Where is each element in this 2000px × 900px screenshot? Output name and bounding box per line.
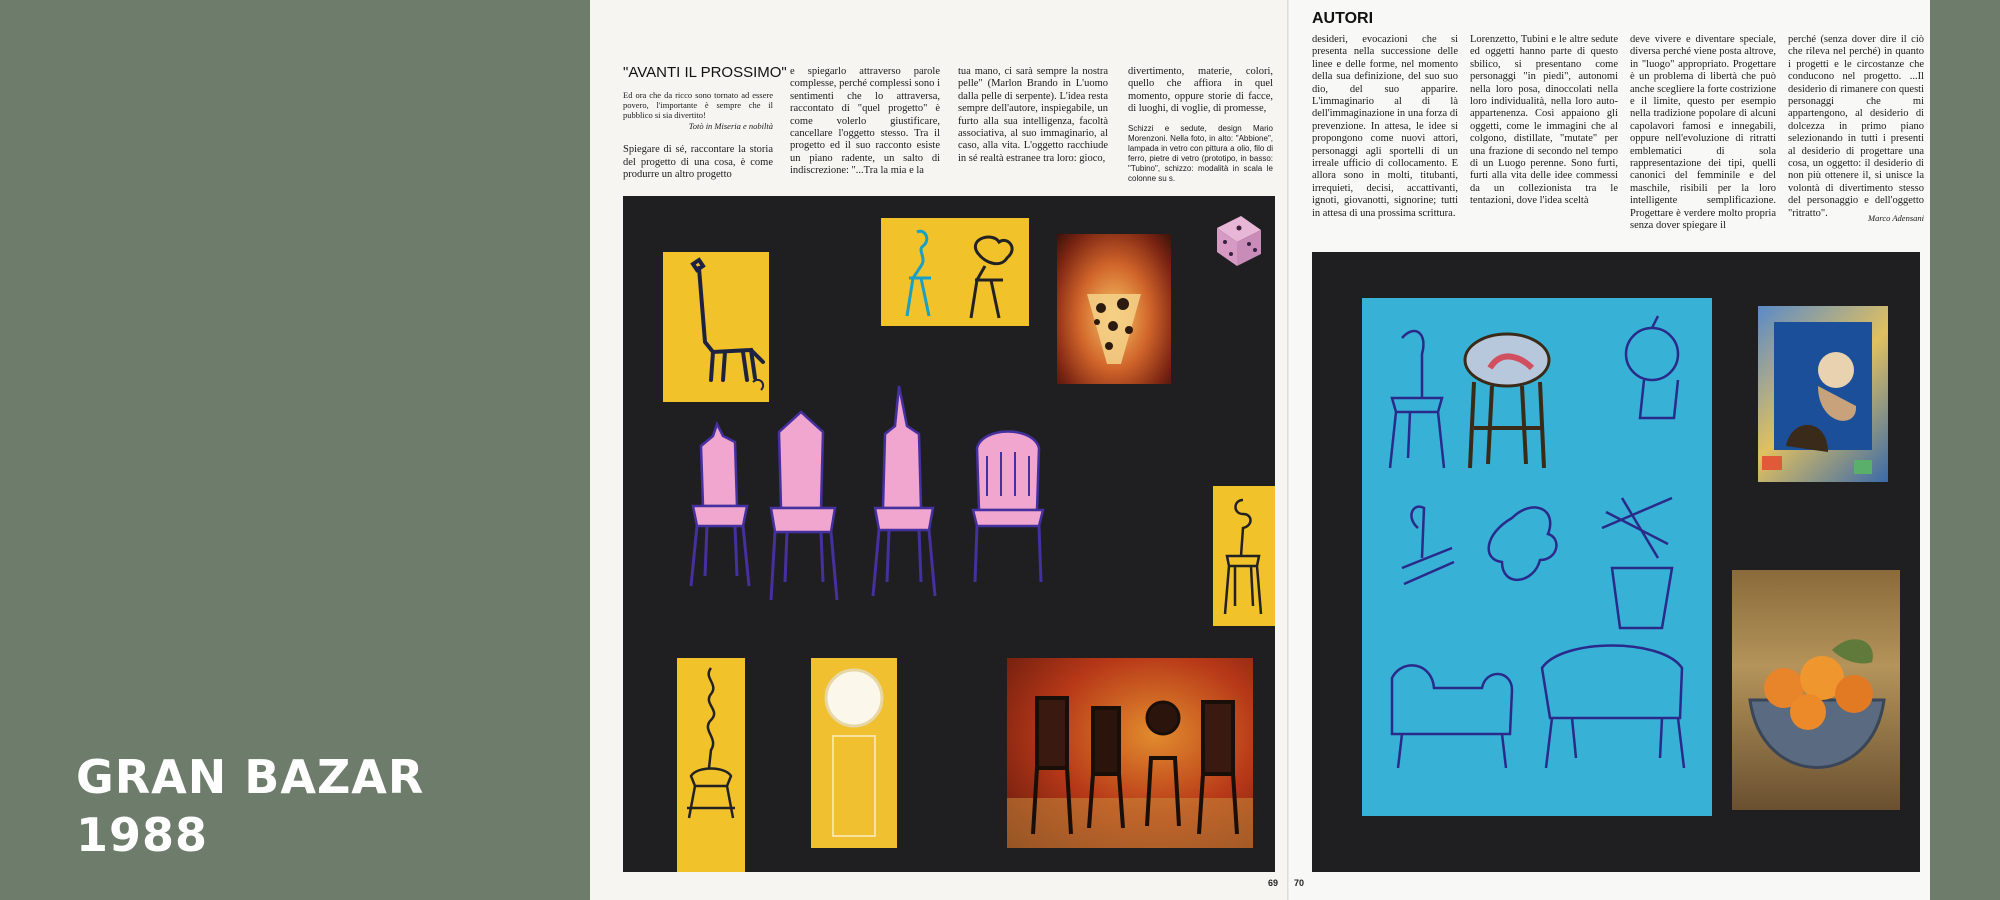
sketches-collage-icon [1362, 298, 1712, 816]
right-col-1: desideri, evocazioni che si presenta nella successione delle linee e delle forme, nel momento della sua definizione, del suo suo dio, del suo apparire. L'immaginario al di là dell'immaginazione in una forza di prevenzione. In attesa, le idee si propongono come nuovi attori, personaggi agli sportelli di un irreale ufficio di collocamento. E allora sono in molti, titubanti, irrequieti, decisi, accattivanti, ignoti, giovanotti, signorine; tutti in attesa di una prossima scrittura. [1312, 34, 1458, 219]
right-col-2: Lorenzetto, Tubini e le altre sedute ed oggetti hanno parte di questo sbilico, si presentano come personaggi "in piedi", autonomi nella loro posa, dinoccolati nella loro individualità, nella loro auto-appartenenza. Così appaiono gli oggetti, come le immagini che al colgono, distillate, "mutate" per una frazione di secondo nel tempo di un Luogo perenne. Sono furti, furti alla vita delle idee commessi da un collezionista tra le tentazioni, dove l'idea sceltà [1470, 34, 1618, 207]
left-col-4-text: divertimento, materie, colori, quello che affiora in quel momento, oppure storie di facce, di luoghi, di voglie, di promesse, [1128, 66, 1273, 115]
page-number-right: 70 [1294, 878, 1305, 888]
author-signature: Marco Adensani [1868, 213, 1924, 223]
chairs-group-photo [1007, 658, 1253, 848]
fruit-bowl-icon [1732, 570, 1900, 810]
page-number-left: 69 [1267, 878, 1278, 888]
dice-object [1207, 210, 1267, 270]
title-line-1: GRAN BAZAR [76, 750, 425, 804]
left-col-4 [1128, 66, 1273, 190]
tall-chair-sketch-icon [677, 658, 745, 872]
chair-sketch-tile-bottom [677, 658, 745, 872]
dice-icon [1207, 210, 1267, 270]
right-page-heading: AUTORI [1312, 10, 1374, 27]
round-mirror-icon [811, 658, 897, 848]
chair-sketch-tile-right [1213, 486, 1275, 626]
photo-caption: Schizzi e sedute, design Mario Morenzoni. Nella foto, in alto: "Abbione", lampada in vetro con pittura a olio, filo di ferro, pietre di vetro (prototipo, in basso: "Tubino", schizzo: modalità in scala le colonne su s. [1128, 123, 1273, 183]
pink-chairs-row-icon [683, 386, 1063, 606]
chair-group-icon [1007, 658, 1253, 848]
lamp-photo [1057, 234, 1171, 384]
blue-sketches-board [1362, 298, 1712, 816]
right-col-4 [1788, 34, 1924, 234]
left-page-heading: "AVANTI IL PROSSIMO" [623, 64, 787, 81]
giraffe-sketch-tile [663, 252, 769, 402]
epigraph-source: Totò in Miseria e nobiltà [688, 121, 773, 131]
left-col-1 [623, 90, 773, 190]
fruit-basket-photo [1732, 570, 1900, 810]
right-photo-panel [1312, 252, 1920, 872]
epigraph: Ed ora che da ricco sono tornato ad essere povero, l'importante è sempre che il pubblico si sia divertito! [623, 90, 773, 120]
mosaic-frame-icon [1758, 306, 1888, 482]
giraffe-sketch-icon [663, 252, 769, 402]
cover-title [76, 748, 424, 864]
left-col-2: e spiegarlo attraverso parole complesse, perché complessi sono i sentimenti che lo attraversa, raccontato di "quel progetto" è come volerlo giustificare, cancellare l'oggetto stesso. Tra il progetto ed il suo racconto esiste un piano radente, un salto di indiscrezione: "...Tra la mia e la [790, 66, 940, 177]
left-page [590, 0, 1290, 900]
right-col-3: deve vivere e diventare speciale, diversa perché viene posta altrove, in "luogo" appropriato. Progettare è un problema di libertà che può anche scegliere la forte costrizione e il limite, questo per esempio nella tradizione popolare di alcuni capolavori famosi e innegabili, oppure nell'evoluzione di ritratti emblematici di sola rappresentazione dei tipi, quelli canonici del femminile e del maschile, risibili per la loro intelligente semplificazione. Progettare è verdere molto propria senza dover spiegare il [1630, 34, 1776, 232]
right-col-4-text: perché (senza dover dire il ciò che rileva nel perché) in quanto i progetti e le circostanze che conducono nel progetto. ...Il desiderio di rimanere con questi personaggi che mi appartengono, al desiderio di dolcezza in primo piano selezionando in tutti i presenti al desiderio di progettare una cosa, un oggetto: il desiderio di non più ottenere il, si unisce la volontà di divertimento stesso del personaggio e dell'oggetto "ritratto". [1788, 34, 1924, 219]
spotted-lamp-icon [1057, 234, 1171, 384]
twin-chairs-sketch-icon [881, 218, 1029, 326]
glass-screen-object [811, 658, 897, 848]
ornate-chair-sketch-icon [1213, 486, 1275, 626]
left-photo-panel [623, 196, 1275, 872]
right-page [1290, 0, 1930, 900]
magazine-spread [590, 0, 1930, 900]
left-col-3: tua mano, ci sarà sempre la nostra pelle" (Marlon Brando in L'uomo dalla pelle di serpente). L'idea resta sempre dell'autore, inspiegabile, un furto alla sua intelligenza, facoltà associativa, al suo immaginario, al caso, alla vita. L'oggetto racchiude in sé realtà estranee tra loro: gioco, [958, 66, 1108, 164]
left-col-1-text: Spiegare di sé, raccontare la storia del progetto di una cosa, è come produrre un altro progetto [623, 144, 773, 181]
chairs-sketch-tile [881, 218, 1029, 326]
title-line-2: 1988 [76, 808, 209, 862]
framed-portrait [1758, 306, 1888, 482]
